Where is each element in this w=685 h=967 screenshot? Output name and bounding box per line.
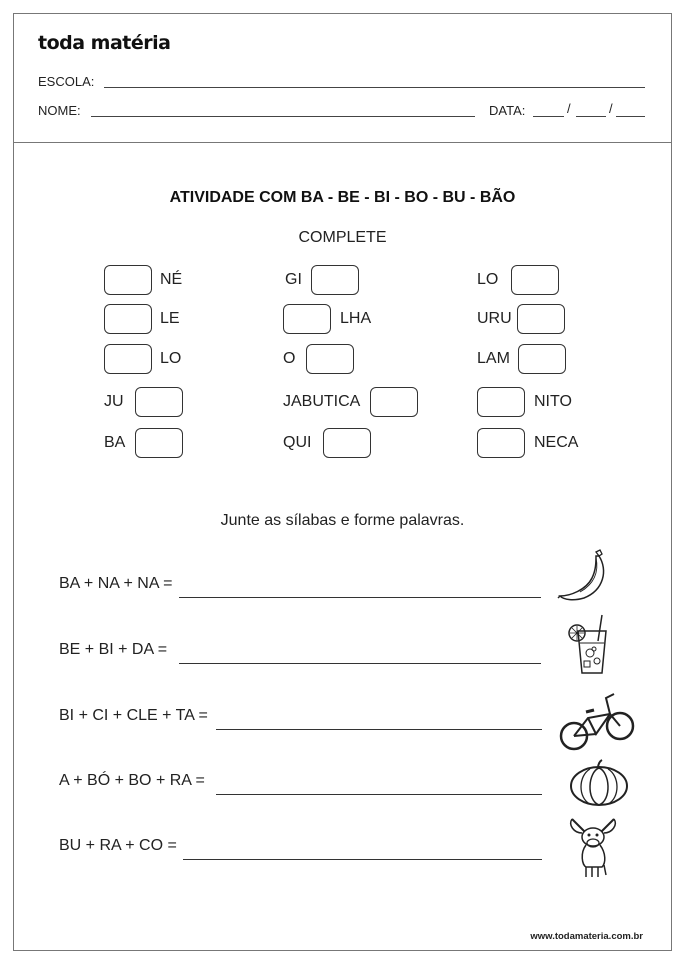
logo: toda matéria [38,32,171,54]
syllable-box[interactable] [306,344,354,374]
syllable-box[interactable] [511,265,559,295]
syllable-box[interactable] [104,304,152,334]
activity-subtitle: COMPLETE [298,229,387,246]
pumpkin-icon [568,758,630,808]
syllable-text: JU [104,393,124,410]
equation-text: BU + RA + CO = [59,837,177,854]
drink-glass-icon [562,613,618,679]
syllable-text: GI [285,271,302,288]
syllable-text: NÉ [160,271,183,288]
syllable-text: LHA [340,310,372,327]
syllable-box[interactable] [135,387,183,417]
syllable-box[interactable] [323,428,371,458]
syllable-text: LO [477,271,499,288]
date-label: DATA: [489,103,526,118]
footer-url: www.todamateria.com.br [530,931,643,942]
syllable-text: O [283,350,296,367]
donkey-icon [564,815,622,881]
answer-line[interactable] [179,597,541,598]
answer-line[interactable] [216,794,542,795]
school-field-line[interactable] [104,87,645,88]
syllable-text: BA [104,434,126,451]
banana-icon [556,546,614,604]
syllable-text: JABUTICA [283,393,361,410]
answer-line[interactable] [179,663,541,664]
syllable-text: QUI [283,434,312,451]
syllable-box[interactable] [370,387,418,417]
date-separator: / [609,101,613,116]
syllable-box[interactable] [104,344,152,374]
syllable-box[interactable] [518,344,566,374]
answer-line[interactable] [216,729,542,730]
answer-line[interactable] [183,859,542,860]
syllable-box[interactable] [104,265,152,295]
equation-text: A + BÓ + BO + RA = [59,772,205,789]
syllable-text: NITO [534,393,572,410]
date-month-line[interactable] [576,116,606,117]
worksheet-frame [13,13,672,951]
equation-text: BE + BI + DA = [59,641,168,658]
syllable-box[interactable] [283,304,331,334]
date-separator: / [567,101,571,116]
syllable-text: LAM [477,350,510,367]
name-field-line[interactable] [91,116,475,117]
equation-text: BI + CI + CLE + TA = [59,707,208,724]
header-divider [13,142,672,143]
equation-text: BA + NA + NA = [59,575,173,592]
syllable-box[interactable] [477,428,525,458]
school-label: ESCOLA: [38,74,95,89]
syllable-text: LE [160,310,180,327]
activity-title: ATIVIDADE COM BA - BE - BI - BO - BU - BÃO [169,189,516,206]
bicycle-icon [558,690,638,752]
date-year-line[interactable] [616,116,645,117]
syllable-text: URU [477,310,512,327]
syllable-box[interactable] [477,387,525,417]
name-label: NOME: [38,103,81,118]
date-day-line[interactable] [533,116,564,117]
syllable-box[interactable] [135,428,183,458]
join-instruction: Junte as sílabas e forme palavras. [220,512,465,529]
syllable-box[interactable] [517,304,565,334]
syllable-text: LO [160,350,182,367]
syllable-box[interactable] [311,265,359,295]
syllable-text: NECA [534,434,579,451]
